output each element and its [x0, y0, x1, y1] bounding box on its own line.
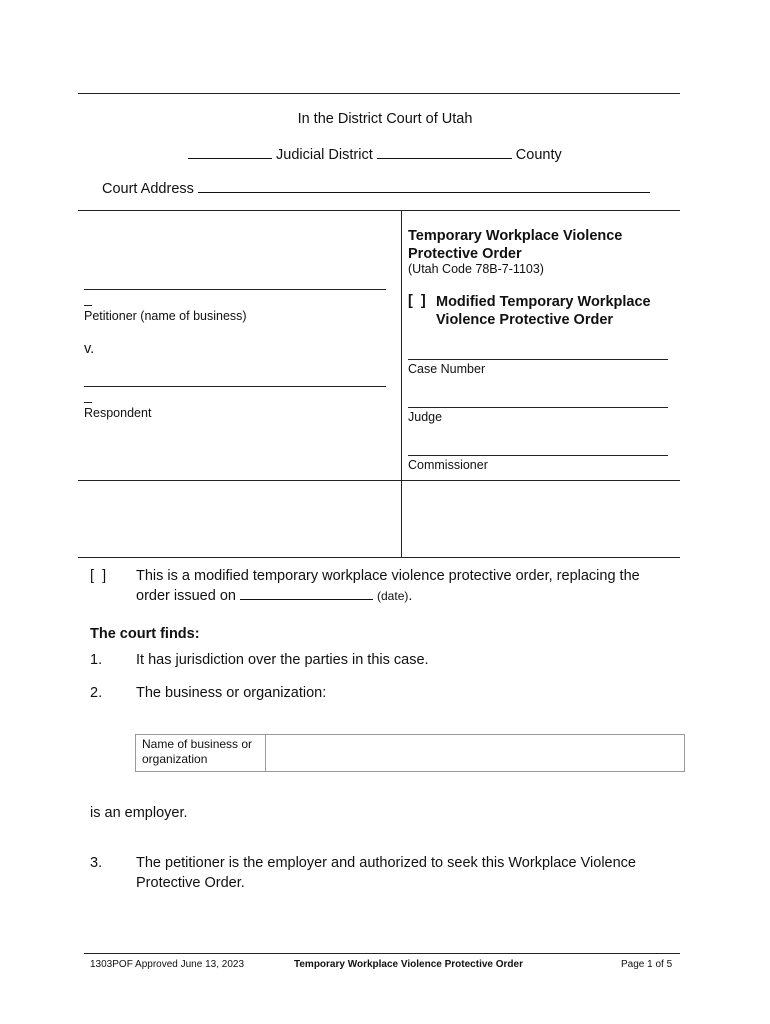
case-number-field[interactable] [408, 359, 668, 360]
judicial-district-field[interactable] [188, 144, 272, 159]
business-name-field[interactable] [267, 735, 684, 771]
respondent-label: Respondent [84, 406, 152, 420]
modified-order-checkbox[interactable]: [ ] [408, 293, 426, 309]
order-statute: (Utah Code 78B-7-1103) [408, 262, 544, 276]
caption-top-rule [78, 210, 680, 211]
footer-rule [84, 953, 680, 954]
item-3-text-line-1: The petitioner is the employer and authorized to seek this Workplace Violence [136, 855, 636, 871]
item-2-number: 2. [90, 685, 103, 701]
court-address-label: Court Address [102, 181, 194, 197]
item-2-text: The business or organization: [136, 685, 327, 701]
petitioner-field[interactable] [84, 289, 386, 290]
county-label: County [515, 147, 562, 163]
judicial-district-label: Judicial District [276, 147, 373, 163]
order-title: Temporary Workplace Violence Protective Order [408, 228, 623, 262]
period: . [408, 588, 413, 604]
versus-label: v. [84, 341, 95, 357]
footer-title: Temporary Workplace Violence Protective Order [294, 959, 523, 970]
petitioner-field-tick [84, 305, 92, 306]
modified-order-title: Modified Temporary Workplace Violence Protective Order [436, 294, 651, 328]
modified-text-line-2 [136, 585, 412, 604]
caption-bottom-rule [78, 557, 680, 558]
order-issued-label: order issued on [136, 588, 236, 604]
business-name-table [135, 734, 685, 772]
county-field[interactable] [377, 144, 512, 159]
district-county-line [188, 144, 562, 163]
judge-label: Judge [408, 410, 443, 424]
footer-form-id: 1303POF Approved June 13, 2023 [90, 959, 245, 970]
top-rule [78, 93, 680, 94]
modified-text-line-1: This is a modified temporary workplace violence protective order, replacing the [136, 568, 640, 584]
respondent-field-tick [84, 402, 92, 403]
respondent-field[interactable] [84, 386, 386, 387]
modified-checkbox[interactable]: [ ] [90, 568, 107, 584]
footer-page: Page 1 of 5 [621, 959, 673, 970]
court-address-line [102, 178, 650, 197]
judge-field[interactable] [408, 407, 668, 408]
item-1-number: 1. [90, 652, 103, 668]
commissioner-label: Commissioner [408, 458, 488, 472]
court-address-field[interactable] [198, 178, 650, 193]
case-number-label: Case Number [408, 362, 486, 376]
date-label: (date) [377, 589, 409, 603]
item-1-text: It has jurisdiction over the parties in this case. [136, 652, 429, 668]
order-issued-date-field[interactable] [240, 585, 373, 600]
item-3-text-line-2: Protective Order. [136, 875, 245, 891]
petitioner-label: Petitioner (name of business) [84, 309, 247, 323]
court-finds-heading: The court finds: [90, 626, 200, 642]
caption-divider [401, 210, 402, 557]
commissioner-field[interactable] [408, 455, 668, 456]
is-employer-text: is an employer. [90, 805, 188, 821]
business-name-label: Name of business or organization [136, 735, 266, 771]
caption-middle-rule [78, 480, 680, 481]
item-3-number: 3. [90, 855, 103, 871]
court-title: In the District Court of Utah [297, 111, 473, 127]
